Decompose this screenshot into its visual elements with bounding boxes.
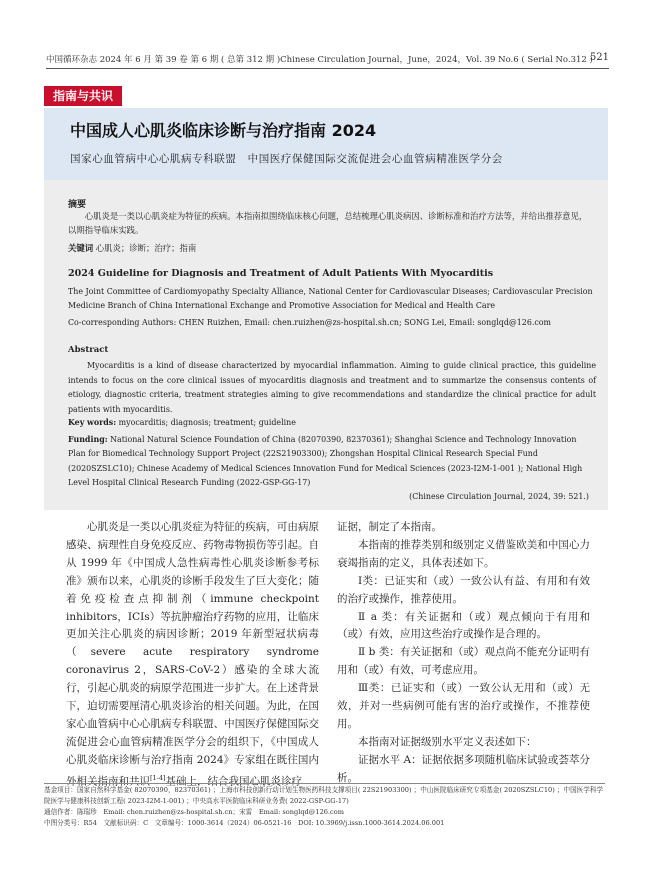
cn-keywords [68,242,196,254]
body-paragraph: Ⅲ类：已证实和（或）一致公认无用和（或）无效，并对一些病例可能有害的治疗或操作，不推荐使用。 [337,682,590,730]
cn-keywords-value: 心肌炎；诊断；治疗；指南 [95,243,197,253]
body-right-column [337,519,590,788]
section-tag: 指南与共识 [44,86,122,106]
body-paragraph: 证据，制定了本指南。 [337,521,442,533]
body-paragraph: 本指南对证据级别水平定义表述如下： [358,735,537,748]
body-left-tail: 基础上，结合我国心肌炎诊疗 [165,775,303,788]
footnote-correspondence: 通信作者：陈瑞珍 Email: chen.ruizhen@zs-hospital.sh.cn；宋雷 Email: songlqd@126.com [44,808,344,816]
en-title: 2024 Guideline for Diagnosis and Treatment of Adult Patients With Myocarditis [68,268,494,279]
cn-abstract-text: 心肌炎是一类以心肌炎症为特征的疾病。本指南拟围绕临床核心问题，总结梳理心肌炎病因、诊断标准和治疗方法等，并给出推荐意见，以期指导临床实践。 [68,211,588,235]
en-funding-label: Funding: [68,435,108,444]
reference-marker: [1-4] [150,773,166,782]
body-left-column [66,519,319,791]
footnote-funding: 基金项目：国家自然科学基金( 82070390，82370361) ；上海市科技创新行动计划生物医药科技支撑项目( 22S21903300) ；中山医院临床研究专项基金( 2020SZSLC10) ；中国医学科学院医学与健康科技创新工程( 2023-I2M-1-001) ；中央高水平医院临床科研业务费( 2022-GSP-GG-17) [44,786,604,805]
footnotes [44,785,606,829]
cn-keywords-label: 关键词 [68,243,94,253]
en-funding-value: National Natural Science Foundation of China (82070390, 82370361); Shanghai Science and Technology Innovation Plan for Biomedical Technology Support Project (22S21903300); Zhongshan Hospital Clinical Research Special Fund (2020SZSLC10); Chinese Academy of Medical Sciences Innovation Fund for Medical Sciences (2023-I2M-1-001 ); National High Level Hospital Clinical Research Funding (2022-GSP-GG-17) [68,435,583,488]
footnote-rule [44,783,605,784]
body-left-text: 心肌炎是一类以心肌炎症为特征的疾病，可由病原感染、病理性自身免疫反应、药物毒物损伤等引起。自从 1999 年《中国成人急性病毒性心肌炎诊断参考标准》颁布以来，心肌炎的诊断手段发生了巨大变化；随着免疫检查点抑制剂（immune checkpoint inhibitors，ICIs）等抗肿瘤治疗药物的应用，让临床更加关注心肌炎的病因诊断；2019 年新型冠状病毒（severe acute respiratory syndrome coronavirus 2，SARS-CoV-2）感染的全球大流行，引起心肌炎的病原学范围进一步扩大。在上述背景下，迫切需要厘清心肌炎诊治的相关问题。为此，在国家心血管病中心心肌病专科联盟、中国医疗保健国际交流促进会心血管病精准医学分会的组织下，《中国成人心肌炎临床诊断与治疗指南 2024》专家组在既往国内外相关指南和共识 [66,521,319,788]
en-abstract-text: Myocarditis is a kind of disease characterized by myocardial inflammation. Aiming to guide clinical practice, this guideline intends to focus on the core clinical issues of myocarditis diagnosis and treatment and to summarize the consensus contents of etiology, diagnostic criteria, treatment strategies aiming to give recommendations and standardize the clinical practice for adult patients with myocarditis. [68,361,596,414]
footnote-classification: 中图分类号：R54 文献标识码：C 文章编号：1000-3614（2024）06-0521-16 DOI: 10.3969/j.issn.1000-3614.2024.06.001 [44,819,445,827]
body-paragraph: 证据水平 A：证据依据多项随机临床试验或荟萃分析。 [337,753,590,784]
en-abstract-heading: Abstract [68,345,109,355]
body-paragraph [66,519,319,791]
header-rule [46,68,609,69]
body-paragraph: 本指南的推荐类别和级别定义借鉴欧美和中国心力衰竭指南的定义，具体表述如下。 [337,538,590,569]
body-paragraph: Ⅰ类：已证实和（或）一致公认有益、有用和有效的治疗或操作，推荐使用。 [337,574,590,605]
en-keywords [68,418,296,427]
page-number: 521 [589,52,609,63]
body-paragraph: Ⅱ b 类：有关证据和（或）观点尚不能充分证明有用和（或）有效，可考虑应用。 [337,646,590,677]
body-paragraph: Ⅱ a 类：有关证据和（或）观点倾向于有用和（或）有效，应用这些治疗或操作是合理的。 [337,610,590,641]
journal-header: 中国循环杂志 2024 年 6 月 第 39 卷 第 6 期 ( 总第 312 期 )Chinese Circulation Journal，June，2024，Vol. 39 No.6 ( Serial No.312 ) [46,55,593,65]
citation: (Chinese Circulation Journal, 2024, 39: 521.) [409,492,589,501]
en-corresponding: Co-corresponding Authors: CHEN Ruizhen, Email: chen.ruizhen@zs-hospital.sh.cn; SONG Lei, Email: songlqd@126.com [68,318,551,327]
en-authors: The Joint Committee of Cardiomyopathy Specialty Alliance, National Center for Cardiovascular Diseases; Cardiovascular Precision Medicine Branch of China International Exchange and Promotive Association for Medical and Health Care [68,287,593,310]
cn-abstract-heading: 摘要 [68,200,87,210]
article-title: 中国成人心肌炎临床诊断与治疗指南 2024 [70,121,377,140]
en-keywords-value: myocarditis; diagnosis; treatment; guideline [118,418,296,427]
en-keywords-label: Key words: [68,418,117,427]
en-funding [68,433,596,491]
author-organizations: 国家心血管病中心心肌病专科联盟 中国医疗保健国际交流促进会心血管病精准医学分会 [70,153,503,165]
